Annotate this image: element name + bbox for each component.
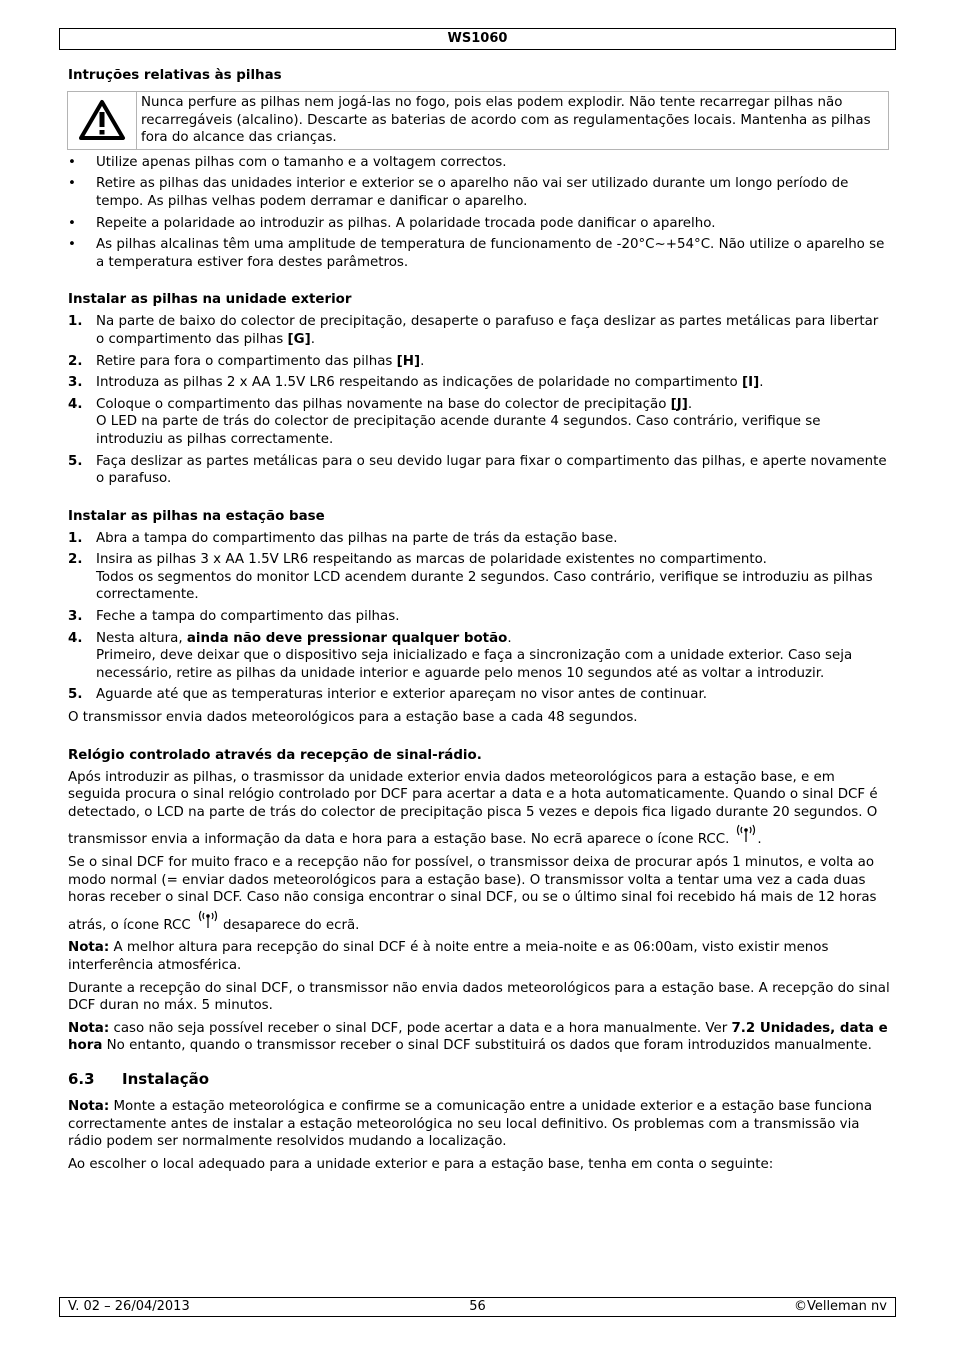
radio-note-1: Nota: A melhor altura para recepção do sinal DCF é à noite entre a meia-noite e as 06:00am, visto existir menos interferência atmosférica. bbox=[68, 940, 829, 973]
radio-clock-heading: Relógio controlado através da recepção de sinal-rádio. bbox=[68, 747, 482, 763]
list-item: 4. Nesta altura, ainda não deve pressionar qualquer botão. Primeiro, deve deixar que o dispositivo seja inicializado e faça a sincronização com a unidade exterior. Caso seja necessário, retire as pilhas da unidade interior e aguarde pelo menos 10 segundos até as voltar a introduzir. bbox=[68, 630, 853, 681]
footer-version: V. 02 – 26/04/2013 bbox=[68, 1299, 190, 1314]
list-item: 1. Na parte de baixo do colector de precipitação, desaperte o parafuso e faça deslizar as partes metálicas para libertar o compartimento das pilhas [G]. bbox=[68, 314, 879, 347]
outdoor-steps-list bbox=[68, 313, 890, 487]
list-item: 4. Coloque o compartimento das pilhas novamente na base do colector de precipitação [J]. O LED na parte de trás do colector de precipitação acende durante 4 segundos. Caso contrário, verifique se introduziu as pilhas correctamente. bbox=[68, 396, 821, 447]
bullet: • bbox=[68, 215, 76, 231]
warning-box bbox=[67, 91, 889, 150]
section-number: 6.3 bbox=[68, 1069, 95, 1088]
footer-copyright: ©Velleman nv bbox=[793, 1299, 887, 1314]
section-name: Instalação bbox=[122, 1069, 210, 1088]
bullet: • bbox=[68, 176, 76, 192]
rcc-signal-icon bbox=[197, 907, 219, 935]
list-item: 5. Aguarde até que as temperaturas interior e exterior apareçam no visor antes de continuar. bbox=[68, 687, 707, 703]
list-item: • Utilize apenas pilhas com o tamanho e a voltagem correctos. bbox=[68, 154, 507, 170]
list-item: 3. Feche a tampa do compartimento das pilhas. bbox=[68, 609, 400, 625]
base-battery-heading: Instalar as pilhas na estação base bbox=[68, 508, 325, 524]
document-footer bbox=[59, 1297, 896, 1317]
bullet: • bbox=[68, 237, 76, 253]
document-header bbox=[59, 28, 896, 50]
list-item: • Retire as pilhas das unidades interior e exterior se o aparelho não vai ser utilizado durante um longo período de tempo. As pilhas velhas podem derramar e danificar o aparelho. bbox=[68, 176, 849, 209]
section-title bbox=[68, 1069, 890, 1089]
radio-paragraph-3: Durante a recepção do sinal DCF, o transmissor não envia dados meteorológicos para a estação base. A recepção do sinal DCF duran no máx. 5 minutos. bbox=[68, 980, 890, 1014]
warning-text: Nunca perfure as pilhas nem jogá-las no fogo, pois elas podem explodir. Não tente recarregar pilhas não recarregáveis (alcalino). Descarte as baterias de acordo com as regulamentações locais. Mantenha as pilhas fora do alcance das crianças. bbox=[141, 95, 871, 146]
rcc-signal-icon bbox=[735, 821, 757, 849]
list-item: 2. Retire para fora o compartimento das pilhas [H]. bbox=[68, 353, 425, 369]
radio-note-2: Nota: caso não seja possível receber o sinal DCF, pode acertar a data e a hora manualmente. Ver 7.2 Unidades, data e hora No entanto, quando o transmissor receber o sinal DCF substituirá os dados que foram introduzidos manualmente. bbox=[68, 1020, 888, 1054]
warning-triangle-icon bbox=[68, 92, 137, 149]
list-item: 3. Introduza as pilhas 2 x AA 1.5V LR6 respeitando as indicações de polaridade no compartimento [I]. bbox=[68, 375, 764, 391]
base-steps-list bbox=[68, 530, 890, 704]
list-item: • Repeite a polaridade ao introduzir as pilhas. A polaridade trocada pode danificar o aparelho. bbox=[68, 215, 716, 231]
model-title: WS1060 bbox=[447, 31, 508, 46]
list-item: • As pilhas alcalinas têm uma amplitude de temperatura de funcionamento de -20°C~+54°C. Não utilize o aparelho se a temperatura estiver fora destes parâmetros. bbox=[68, 237, 885, 270]
list-item: 2. Insira as pilhas 3 x AA 1.5V LR6 respeitando as marcas de polaridade existentes no compartimento. Todos os segmentos do monitor LCD acendem durante 2 segundos. Caso contrário, verifique se introduziu as pilhas correctamente. bbox=[68, 552, 873, 603]
outdoor-battery-heading: Instalar as pilhas na unidade exterior bbox=[68, 292, 352, 308]
battery-instructions-heading: Intruções relativas às pilhas bbox=[68, 68, 282, 83]
page-content bbox=[68, 67, 890, 1178]
list-item: 1. Abra a tampa do compartimento das pilhas na parte de trás da estação base. bbox=[68, 530, 618, 546]
list-item: 5. Faça deslizar as partes metálicas para o seu devido lugar para fixar o compartimento das pilhas, e aperte novamente o parafuso. bbox=[68, 453, 887, 487]
installation-note: Nota: Monte a estação meteorológica e confirme se a comunicação entre a unidade exterior e a estação base funciona correctamente antes de instalar a estação meteorológica no seu local definitivo. Os problemas com a transmissão via rádio podem ser normalmente resolvidos mudando a localização. bbox=[68, 1098, 873, 1150]
battery-bullet-list bbox=[68, 154, 890, 272]
bullet: • bbox=[68, 154, 76, 170]
footer-page-number: 56 bbox=[469, 1299, 486, 1314]
radio-paragraph-2: Se o sinal DCF for muito fraco e a recepção não for possível, o transmissor deixa de procurar após 1 minutos, e volta ao modo normal (= enviar dados meteorológicos para a estação base). O transmissor volta a tentar uma vez a cada duas horas receber o sinal DCF. Caso não consiga encontrar o sinal DCF, ou se o último sinal foi recebido há mais de 12 horas atrás, o ícone RCC desaparece do ecrã. bbox=[68, 855, 877, 933]
radio-paragraph-1: Após introduzir as pilhas, o trasmissor da unidade exterior envia dados meteorológicos para a estação base, e em seguida procura o sinal relógio controlado por DCF para acertar a data e a hota automaticamente. Quando o sinal DCF é detectado, o LCD na parte de trás do colector de precipitação pisca 5 vezes e depois fica ligado durante 20 segundos. O transmissor envia a informação da data e hora para a estação base. No ecrã aparece o ícone RCC. . bbox=[68, 769, 878, 848]
installation-paragraph: Ao escolher o local adequado para a unidade exterior e para a estação base, tenha em conta o seguinte: bbox=[68, 1156, 774, 1172]
transmit-interval-note: O transmissor envia dados meteorológicos para a estação base a cada 48 segundos. bbox=[68, 710, 638, 726]
